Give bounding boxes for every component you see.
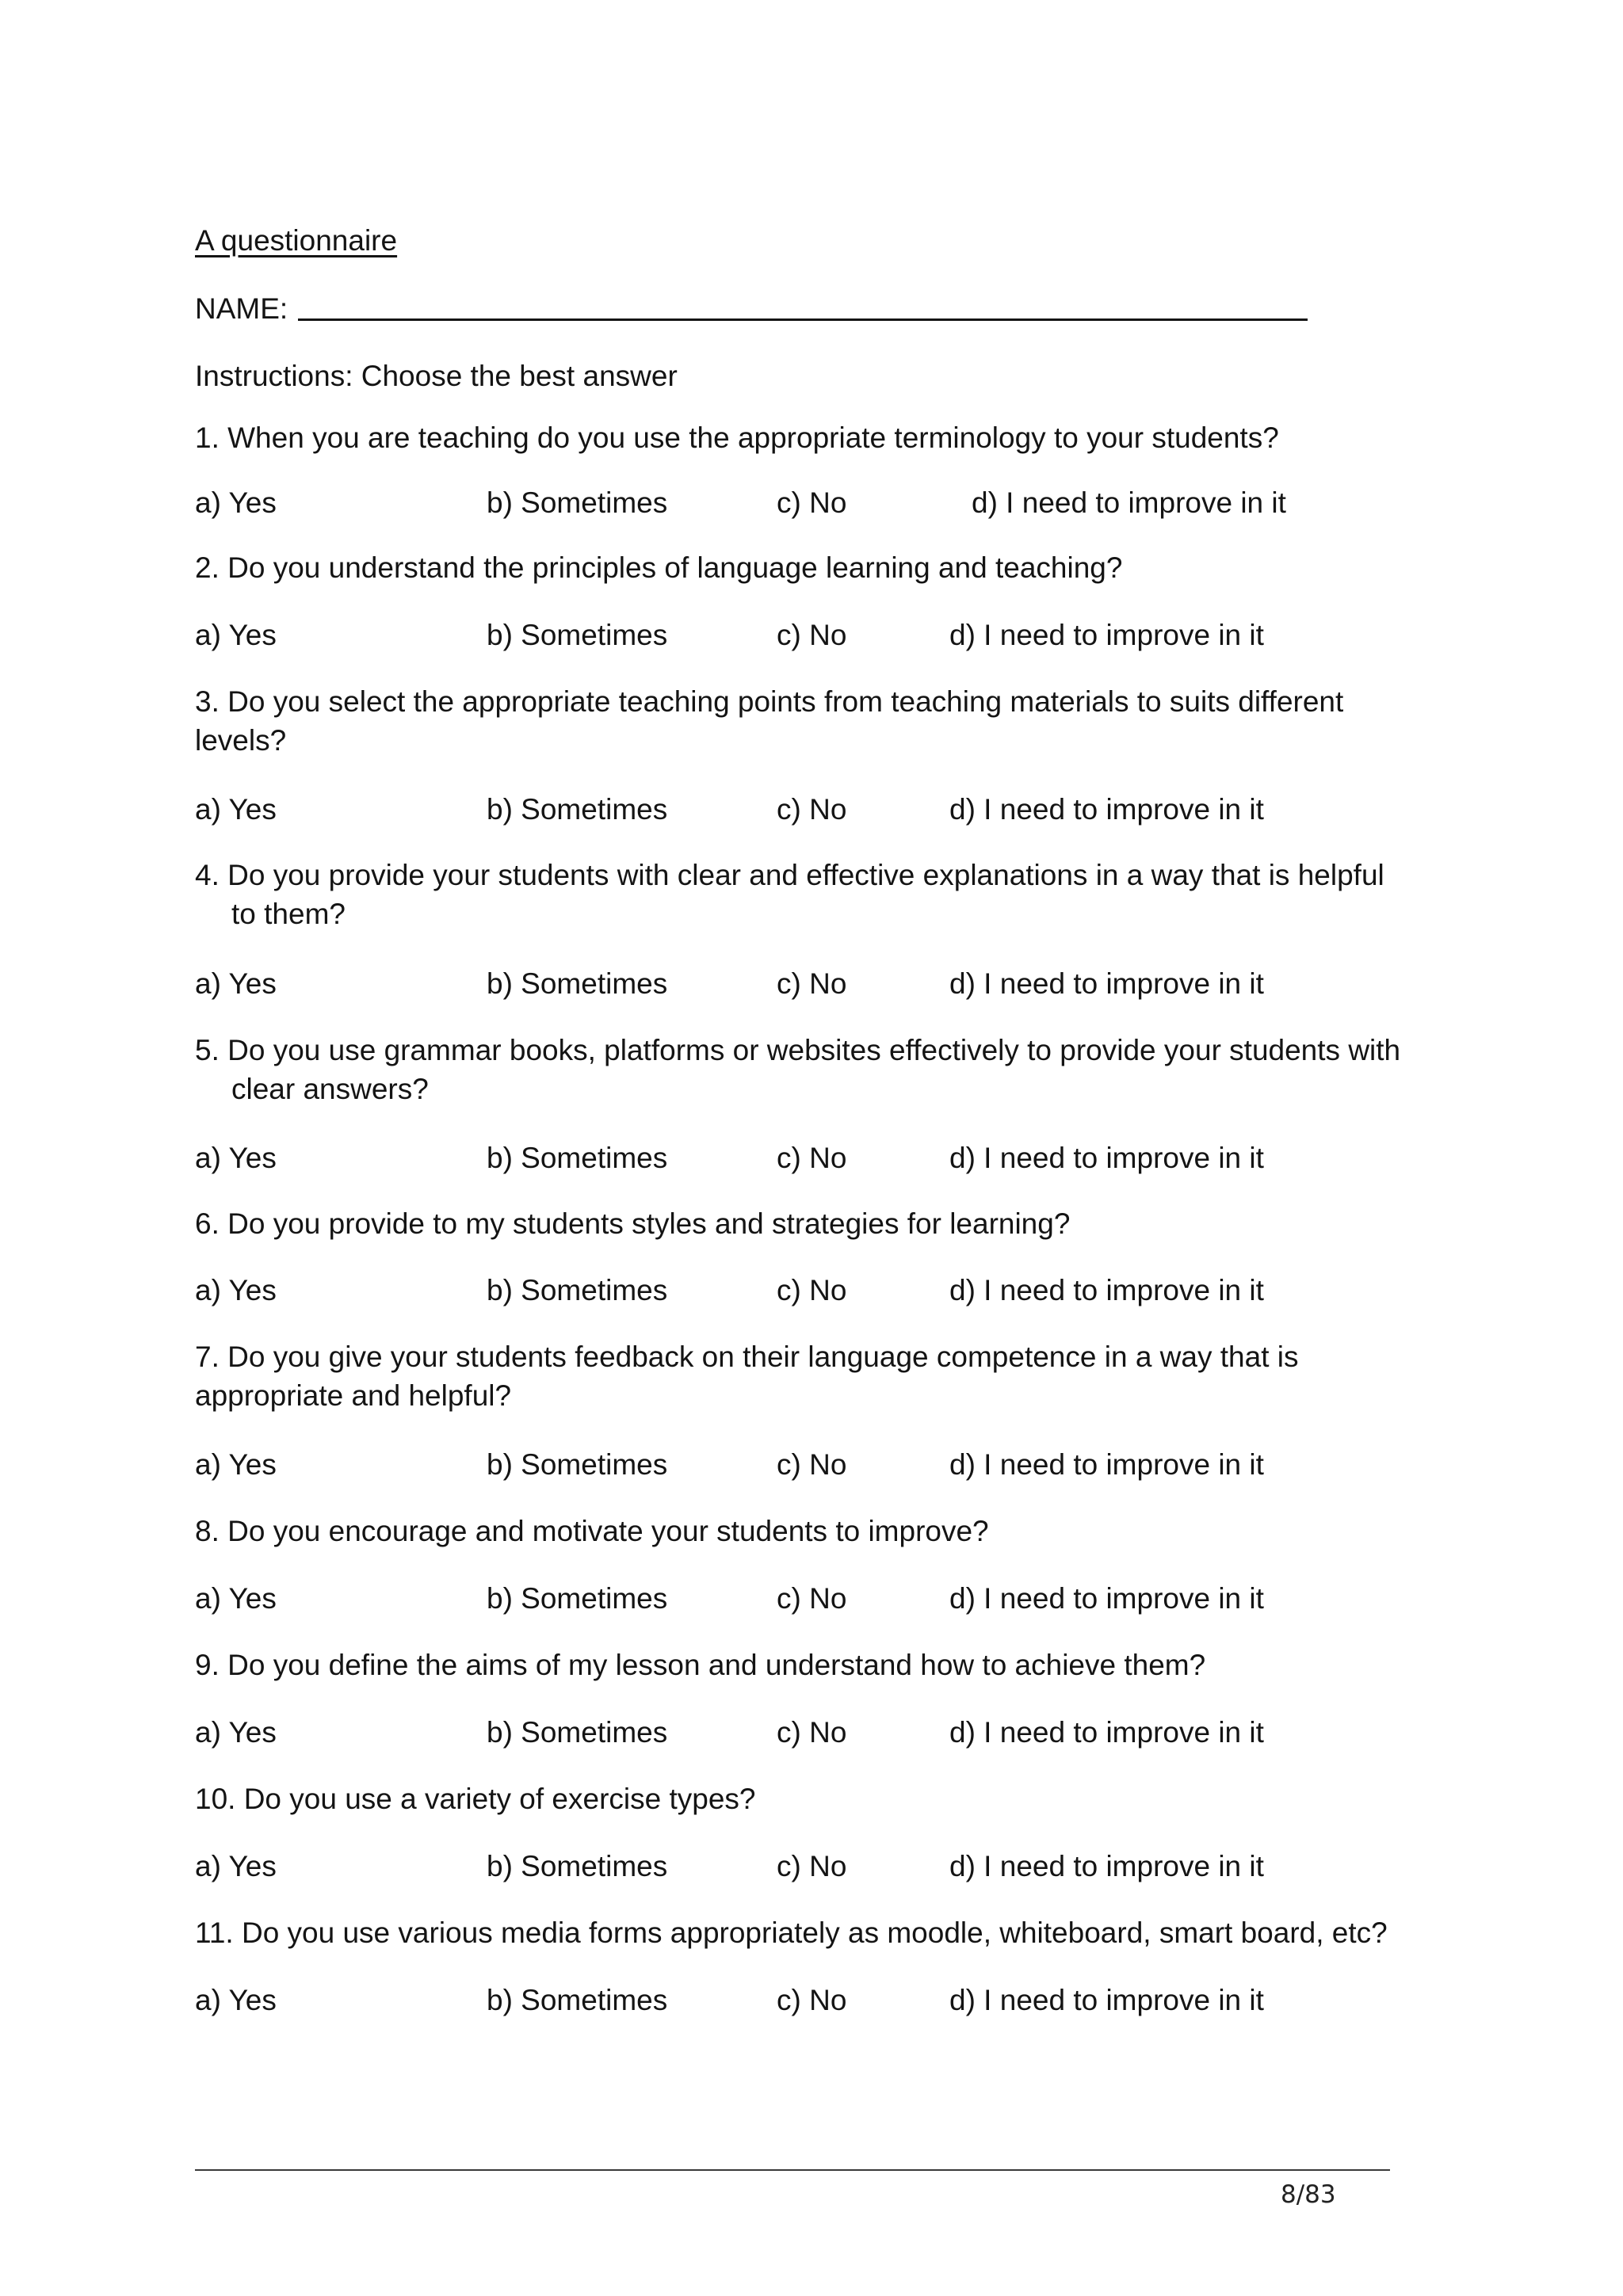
answer-option-a: a) Yes [195,1582,277,1615]
answer-option-a: a) Yes [195,1716,277,1749]
question-3-continuation: levels? [195,724,287,757]
answer-option-c: c) No [777,1850,847,1882]
answer-option-b: b) Sometimes [487,486,668,519]
question-10: 10. Do you use a variety of exercise types? [195,1783,756,1815]
answer-option-d: d) I need to improve in it [949,793,1264,826]
answer-option-d: d) I need to improve in it [949,1448,1264,1481]
question-4-continuation: to them? [231,898,346,930]
question-1: 1. When you are teaching do you use the appropriate terminology to your students? [195,421,1279,454]
answer-option-a: a) Yes [195,1142,277,1174]
answer-option-b: b) Sometimes [487,1448,668,1481]
answer-option-b: b) Sometimes [487,967,668,1000]
answer-option-d: d) I need to improve in it [949,1142,1264,1174]
answer-option-b: b) Sometimes [487,1274,668,1306]
answer-option-a: a) Yes [195,1448,277,1481]
answer-option-a: a) Yes [195,619,277,651]
question-6: 6. Do you provide to my students styles and strategies for learning? [195,1207,1071,1240]
answer-option-b: b) Sometimes [487,1850,668,1882]
answer-option-c: c) No [777,1274,847,1306]
question-5-continuation: clear answers? [231,1073,429,1105]
question-9: 9. Do you define the aims of my lesson and understand how to achieve them? [195,1649,1206,1681]
answer-option-d: d) I need to improve in it [949,967,1264,1000]
answer-option-d: d) I need to improve in it [949,1582,1264,1615]
answer-option-c: c) No [777,967,847,1000]
answer-option-c: c) No [777,619,847,651]
answer-option-a: a) Yes [195,1274,277,1306]
answer-option-c: c) No [777,486,847,519]
answer-option-c: c) No [777,1448,847,1481]
answer-option-b: b) Sometimes [487,793,668,826]
answer-option-b: b) Sometimes [487,1142,668,1174]
answer-option-a: a) Yes [195,967,277,1000]
answer-option-c: c) No [777,1716,847,1749]
page-number: 8/83 [1281,2180,1336,2209]
question-11: 11. Do you use various media forms appropriately as moodle, whiteboard, smart board, etc? [195,1917,1388,1949]
answer-option-c: c) No [777,1582,847,1615]
question-3: 3. Do you select the appropriate teaching points from teaching materials to suits different [195,685,1344,718]
name-field-line [298,318,1308,321]
answer-option-b: b) Sometimes [487,1984,668,2016]
question-2: 2. Do you understand the principles of language learning and teaching? [195,551,1123,584]
answer-option-d: d) I need to improve in it [949,619,1264,651]
question-7-continuation: appropriate and helpful? [195,1379,512,1412]
answer-option-b: b) Sometimes [487,1582,668,1615]
question-4: 4. Do you provide your students with clear and effective explanations in a way that is helpful [195,859,1384,891]
question-8: 8. Do you encourage and motivate your students to improve? [195,1515,989,1547]
answer-option-d: d) I need to improve in it [972,486,1286,519]
answer-option-a: a) Yes [195,1984,277,2016]
answer-option-b: b) Sometimes [487,1716,668,1749]
answer-option-a: a) Yes [195,793,277,826]
answer-option-c: c) No [777,1984,847,2016]
document-title: A questionnaire [195,224,398,257]
instructions: Instructions: Choose the best answer [195,360,678,392]
question-5: 5. Do you use grammar books, platforms or websites effectively to provide your students with [195,1034,1401,1066]
answer-option-a: a) Yes [195,486,277,519]
question-7: 7. Do you give your students feedback on their language competence in a way that is [195,1341,1299,1373]
answer-option-d: d) I need to improve in it [949,1850,1264,1882]
answer-option-d: d) I need to improve in it [949,1984,1264,2016]
answer-option-a: a) Yes [195,1850,277,1882]
name-label: NAME: [195,292,288,325]
footer-divider [195,2169,1390,2171]
answer-option-c: c) No [777,793,847,826]
answer-option-d: d) I need to improve in it [949,1716,1264,1749]
answer-option-d: d) I need to improve in it [949,1274,1264,1306]
answer-option-c: c) No [777,1142,847,1174]
answer-option-b: b) Sometimes [487,619,668,651]
